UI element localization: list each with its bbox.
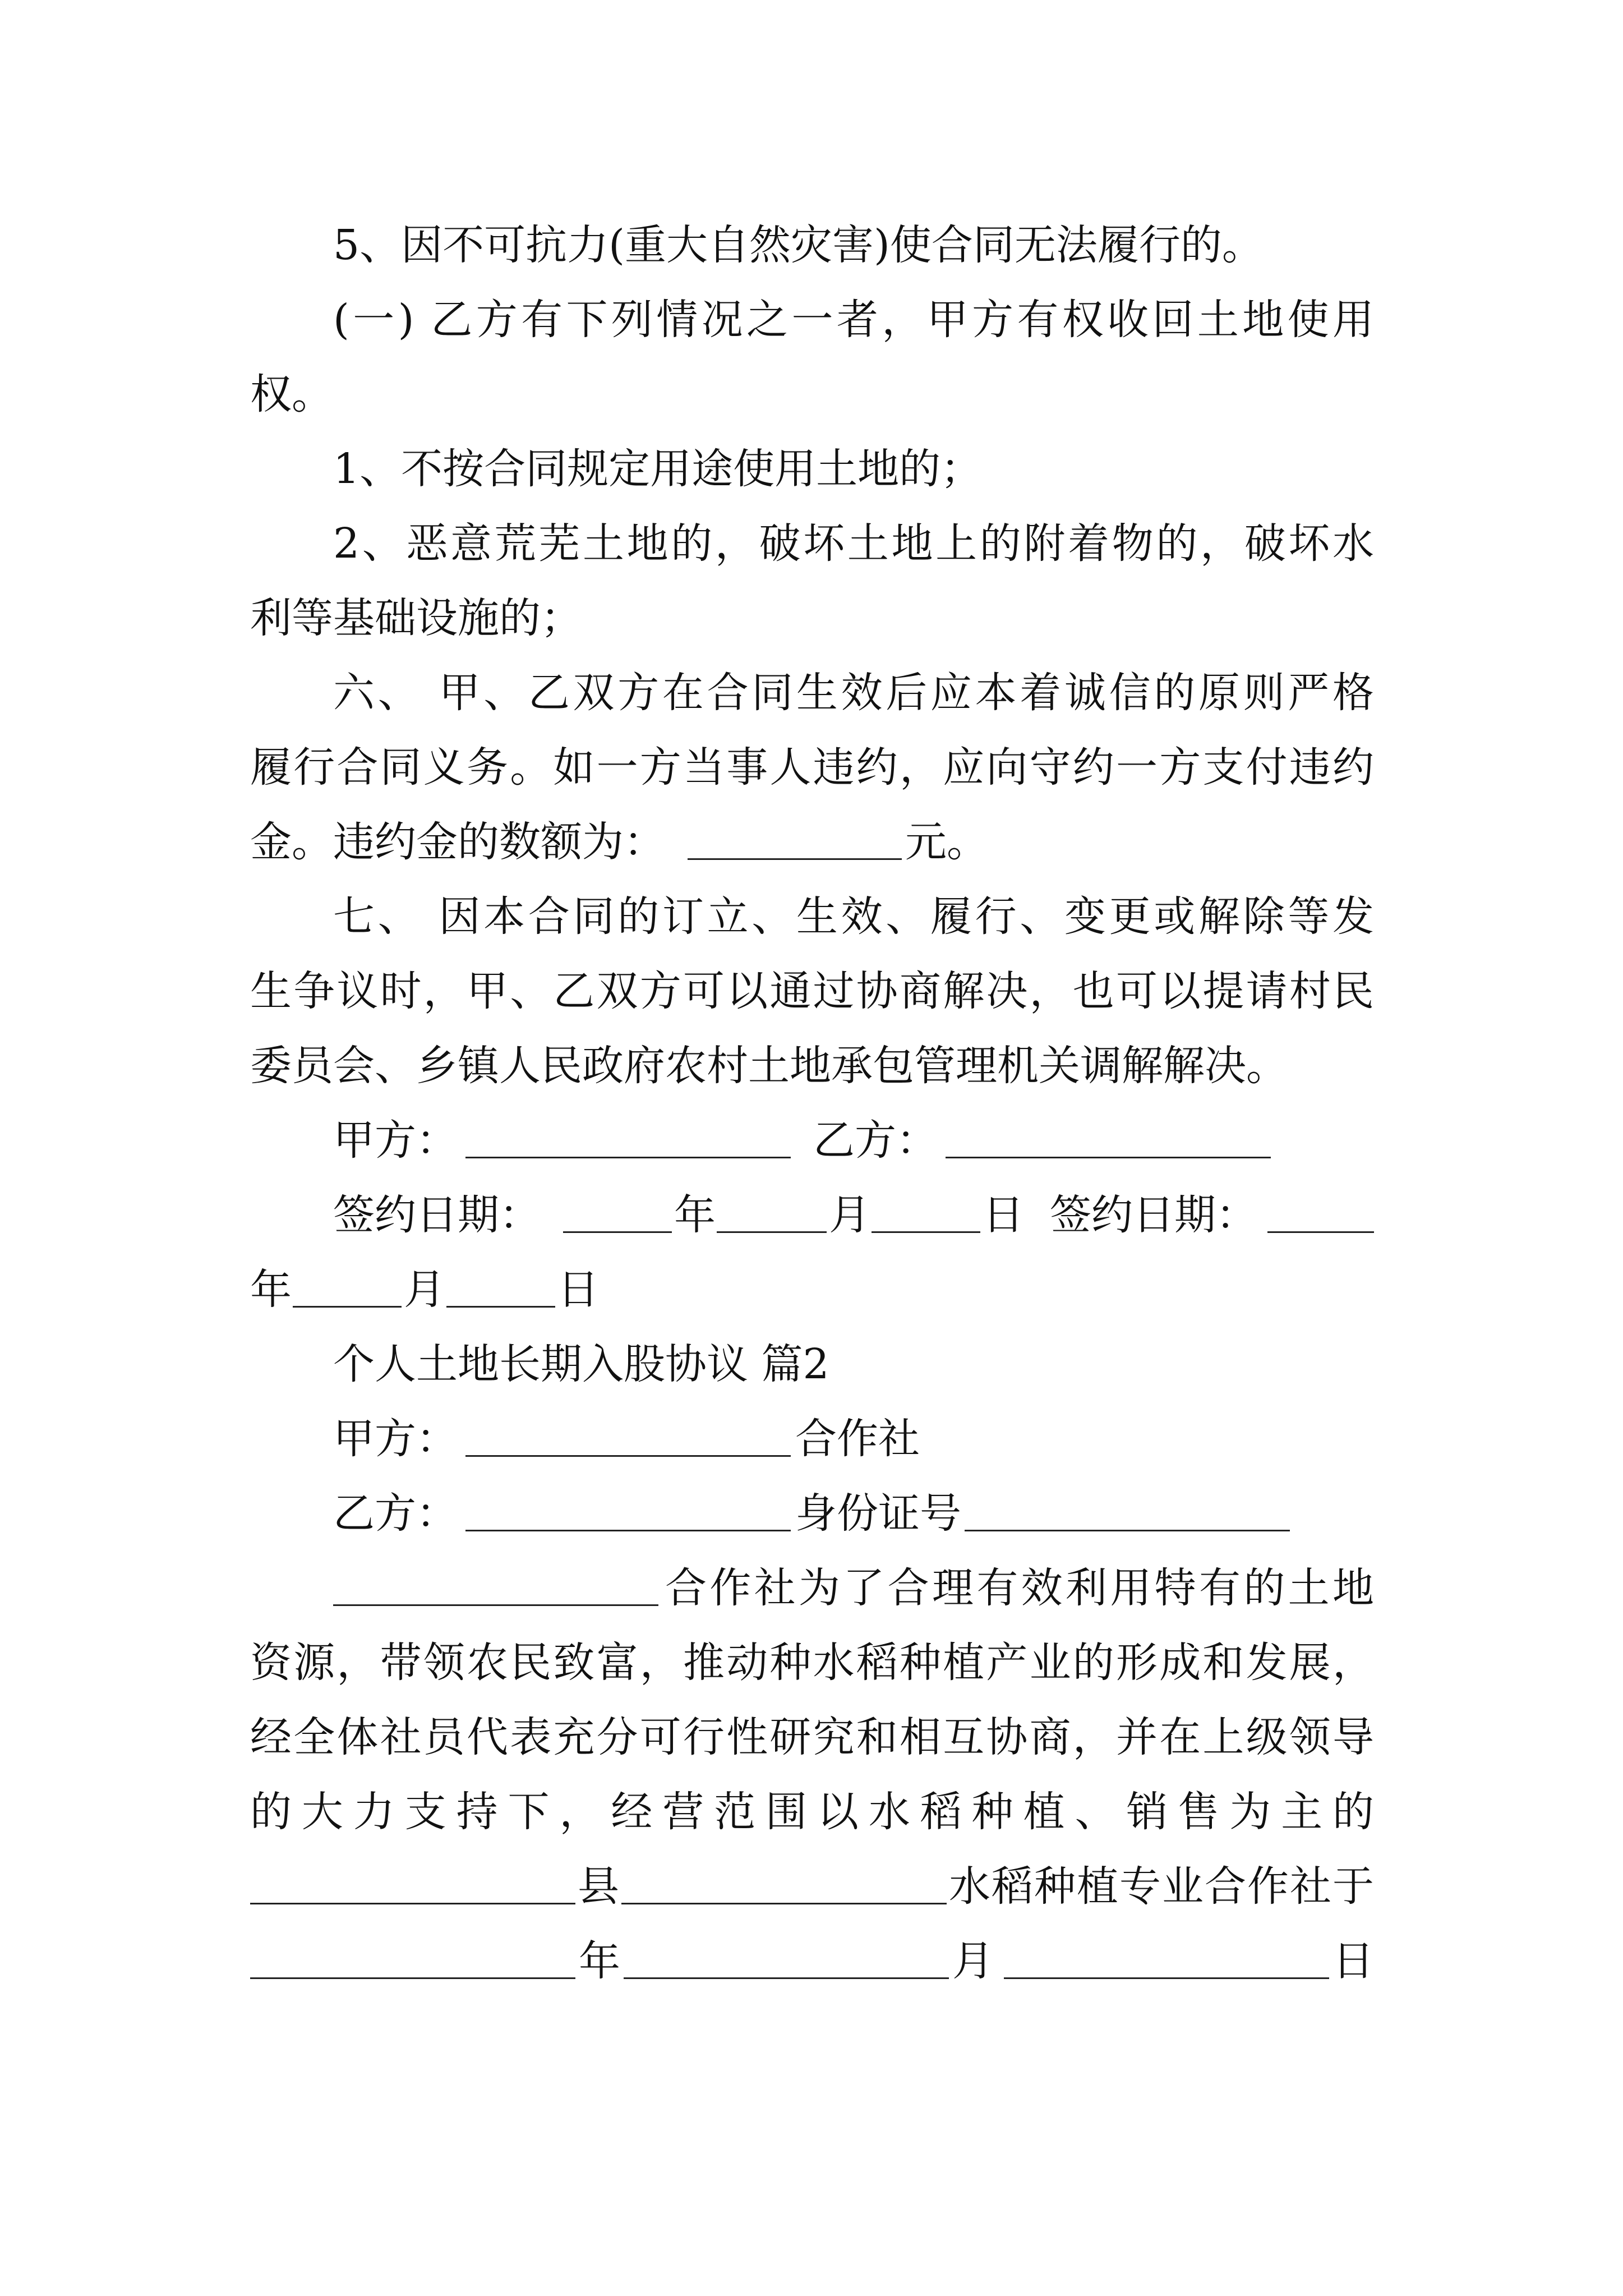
text-line: [0, 811, 1623, 873]
month-blank[interactable]: [717, 1231, 827, 1233]
text-line: [0, 587, 1623, 649]
party-b-label: 乙方：: [813, 1116, 938, 1165]
text-line: [0, 1408, 1623, 1470]
paragraph-text: 利等基础设施的；: [250, 594, 582, 642]
paragraph-text: 合作社为了合理有效利用特有的土地: [665, 1564, 1374, 1612]
text-line: [0, 364, 1623, 425]
text-line: [0, 1259, 1623, 1320]
text-line: [0, 662, 1623, 724]
month-label: 月: [952, 1937, 994, 1985]
text-line: [0, 289, 1623, 351]
cooperative-label: 合作社: [795, 1415, 920, 1463]
text-line: [0, 1035, 1623, 1097]
id-number-label: 身份证号: [795, 1489, 961, 1538]
section-title: 个人土地长期入股协议 篇2: [333, 1340, 829, 1388]
party-b-blank[interactable]: [465, 1530, 791, 1531]
month-label: 月: [829, 1191, 870, 1239]
text-line: [0, 1184, 1623, 1246]
text-line: [0, 438, 1623, 500]
day-blank[interactable]: [446, 1306, 555, 1308]
paragraph-text: 履行合同义务。如一方当事人违约，应向守约一方支付违约: [250, 743, 1374, 792]
penalty-amount-blank[interactable]: [688, 858, 902, 860]
currency-unit: 元。: [905, 818, 988, 866]
text-line: [0, 1483, 1623, 1544]
cooperative-name-blank[interactable]: [621, 1903, 947, 1904]
party-a-blank[interactable]: [465, 1157, 791, 1158]
month-blank[interactable]: [624, 1977, 949, 1979]
text-line: [0, 1706, 1623, 1768]
section-1-heading: (一) 乙方有下列情况之一者，甲方有权收回土地使用: [333, 296, 1374, 344]
year-label: 年: [579, 1937, 620, 1985]
paragraph-text: 的大力支持下，经营范围以水稻种植、销售为主的: [250, 1788, 1374, 1836]
sign-date-label: 签约日期：: [333, 1191, 541, 1239]
item-1-text: 1、不按合同规定用途使用土地的；: [333, 445, 983, 493]
year-label: 年: [674, 1191, 716, 1239]
text-line: [0, 1333, 1623, 1395]
text-line: [0, 886, 1623, 947]
party-b-label: 乙方：: [333, 1489, 458, 1538]
county-blank[interactable]: [250, 1903, 575, 1904]
paragraph-text: 资源，带领农民致富，推动种水稻种植产业的形成和发展，: [250, 1639, 1374, 1687]
text-line: [0, 1781, 1623, 1843]
party-b-blank[interactable]: [946, 1157, 1271, 1158]
text-line: [0, 1930, 1623, 1992]
month-label: 月: [404, 1266, 445, 1314]
party-a-label: 甲方：: [333, 1415, 458, 1463]
paragraph-text: 水稻种植专业合作社于: [949, 1862, 1374, 1911]
year-label: 年: [250, 1266, 292, 1314]
text-line: [0, 737, 1623, 798]
paragraph-text: 金。违约金的数额为：: [250, 818, 665, 866]
county-label: 县: [578, 1862, 619, 1911]
clause-5-text: 5、因不可抗力(重大自然灾害)使合同无法履行的。: [333, 221, 1264, 269]
item-2-text: 2、恶意荒芜土地的，破坏土地上的附着物的，破坏水: [333, 519, 1374, 568]
article-7-text: 七、 因本合同的订立、生效、履行、变更或解除等发: [333, 892, 1374, 941]
article-6-text: 六、 甲、乙双方在合同生效后应本着诚信的原则严格: [333, 669, 1374, 717]
day-label: 日: [557, 1266, 599, 1314]
sign-date-label: 签约日期：: [1050, 1191, 1257, 1239]
party-a-label: 甲方：: [333, 1116, 458, 1165]
text-line: [0, 1856, 1623, 1917]
text-line: [0, 1557, 1623, 1619]
paragraph-text: 权。: [250, 370, 333, 418]
paragraph-text: 经全体社员代表充分可行性研究和相互协商，并在上级领导: [250, 1713, 1374, 1761]
text-line: [0, 214, 1623, 276]
text-line: [0, 1110, 1623, 1171]
year-blank[interactable]: [1267, 1231, 1374, 1233]
paragraph-text: 生争议时，甲、乙双方可以通过协商解决，也可以提请村民: [250, 967, 1374, 1015]
day-blank[interactable]: [1004, 1977, 1329, 1979]
day-label: 日: [1332, 1937, 1374, 1985]
id-number-blank[interactable]: [965, 1530, 1290, 1531]
day-blank[interactable]: [872, 1231, 980, 1233]
cooperative-name-blank[interactable]: [333, 1604, 658, 1606]
month-blank[interactable]: [293, 1306, 402, 1308]
text-line: [0, 513, 1623, 574]
day-label: 日: [983, 1191, 1024, 1239]
party-a-blank[interactable]: [465, 1455, 791, 1457]
text-line: [0, 960, 1623, 1022]
text-line: [0, 1632, 1623, 1694]
year-blank[interactable]: [250, 1977, 575, 1979]
paragraph-text: 委员会、乡镇人民政府农村土地承包管理机关调解解决。: [250, 1042, 1288, 1090]
year-blank[interactable]: [563, 1231, 672, 1233]
